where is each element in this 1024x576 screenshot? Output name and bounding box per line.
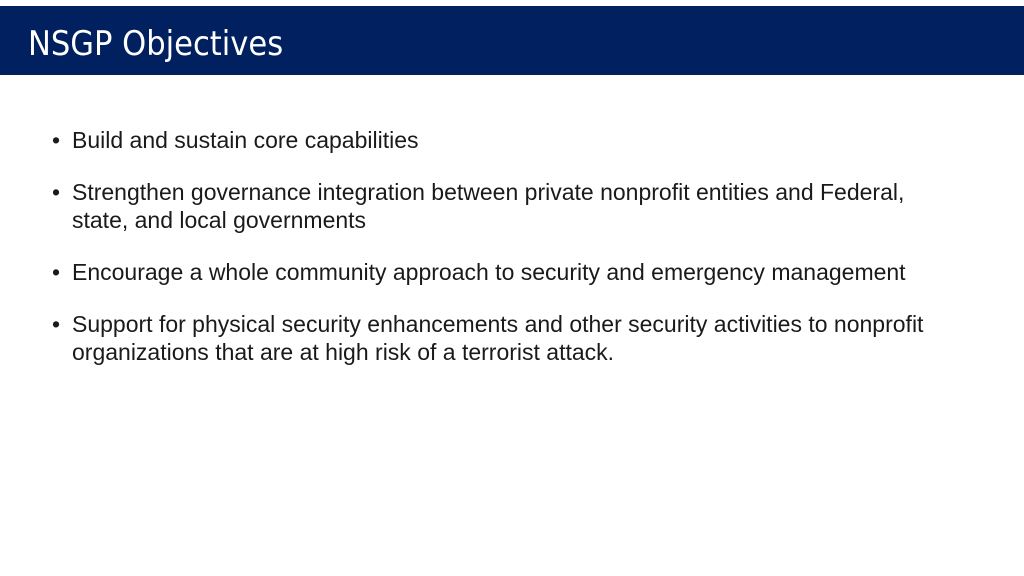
objective-text: Build and sustain core capabilities <box>72 127 419 153</box>
bullet-icon: • <box>52 259 61 285</box>
objective-text: Support for physical security enhancements and other security activities to nonprofit organizations that are at high risk of a terrorist attack. <box>72 311 924 365</box>
objective-text: Strengthen governance integration between private nonprofit entities and Federal, state, and local governments <box>72 179 905 233</box>
objective-item <box>52 258 952 286</box>
objective-item <box>52 310 952 366</box>
bullet-icon: • <box>52 127 61 153</box>
slide-title: NSGP Objectives <box>28 24 284 64</box>
bullet-icon: • <box>52 179 61 205</box>
objective-item <box>52 178 952 234</box>
objective-text: Encourage a whole community approach to security and emergency management <box>72 259 906 285</box>
bullet-icon: • <box>52 311 61 337</box>
objectives-list <box>52 126 952 390</box>
objective-item <box>52 126 952 154</box>
title-bar <box>0 6 1024 75</box>
